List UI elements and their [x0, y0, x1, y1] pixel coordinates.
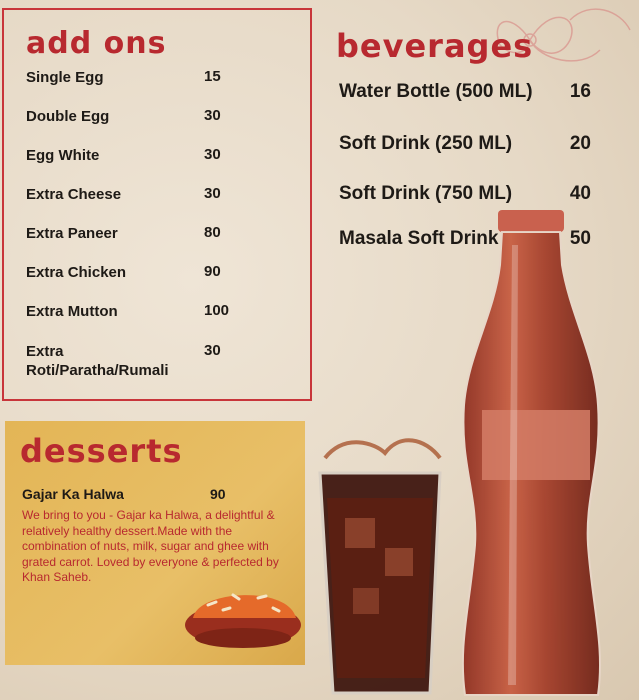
item-price: 80	[204, 224, 221, 241]
item-price: 100	[204, 302, 230, 319]
item-price: 30	[204, 146, 221, 163]
beverages-title: beverages	[336, 27, 534, 65]
item-price: 16	[569, 81, 591, 102]
item-name: Masala Soft Drink	[339, 228, 499, 249]
item-price: 20	[569, 133, 591, 154]
item-name: Extra Mutton	[26, 303, 118, 320]
item-price: 90	[210, 486, 226, 502]
item-price: 50	[569, 228, 591, 249]
item-name: Water Bottle (500 ML)	[339, 81, 533, 102]
item-name: Double Egg	[26, 108, 110, 125]
item-name: Extra Cheese	[26, 186, 122, 203]
item-price: 30	[204, 342, 221, 359]
item-name: Soft Drink (750 ML)	[339, 183, 513, 204]
item-price: 40	[569, 183, 591, 204]
item-description: We bring to you - Gajar ka Halwa, a delightful & relatively healthy dessert.Made with the combination of nuts, milk, sugar and ghee with grated carrot. Loved by everyone & perfected by Khan Saheb.	[22, 508, 279, 584]
item-name: Extra Paneer	[26, 225, 118, 242]
addons-title: add ons	[26, 26, 167, 61]
item-name: Single Egg	[26, 69, 104, 86]
item-price: 90	[204, 263, 221, 280]
item-name: Gajar Ka Halwa	[22, 486, 124, 502]
item-price: 30	[204, 185, 221, 202]
item-price: 15	[204, 68, 221, 85]
soda-glass-icon	[305, 428, 455, 700]
item-name: Extra Chicken	[26, 264, 127, 281]
item-price: 30	[204, 107, 221, 124]
halwa-bowl-icon	[178, 580, 308, 660]
desserts-title: desserts	[20, 432, 183, 470]
item-name: Soft Drink (250 ML)	[339, 133, 513, 154]
item-name: Egg White	[26, 147, 100, 164]
item-name: Extra Roti/Paratha/Rumali	[26, 343, 169, 379]
